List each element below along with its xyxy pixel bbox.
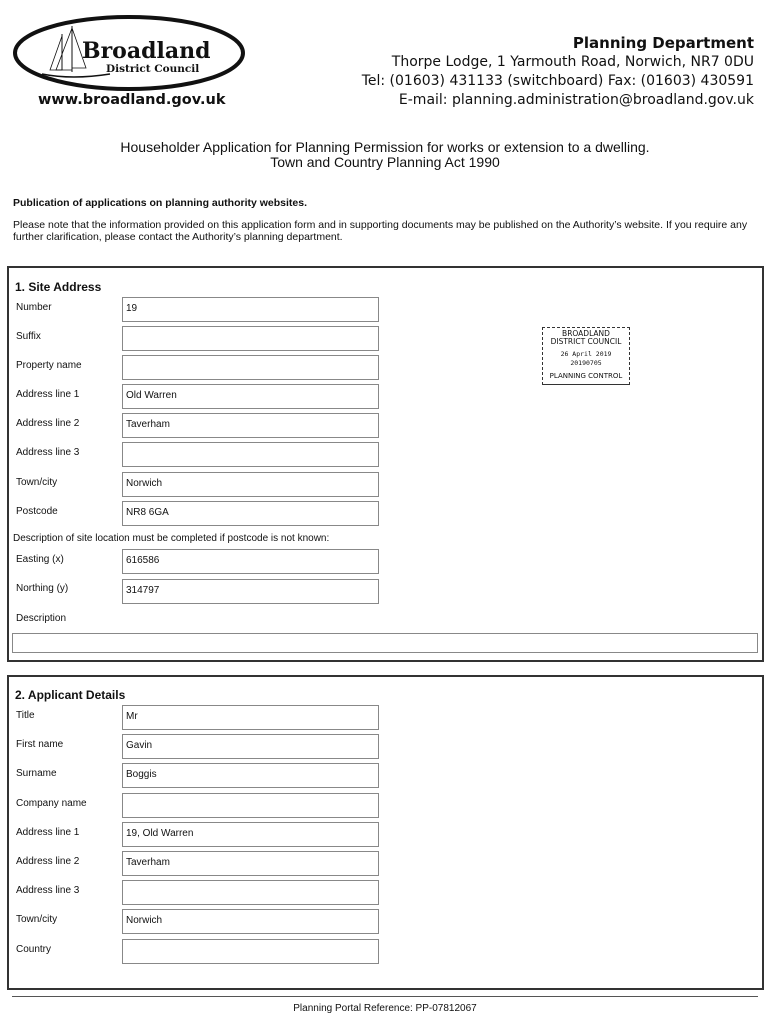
applicant-address-line3-field[interactable] [122, 880, 379, 905]
surname-label: Surname [16, 768, 57, 779]
location-note: Description of site location must be completed if postcode is not known: [13, 533, 330, 544]
postcode-label: Postcode [16, 506, 58, 517]
department-tel: Tel: (01603) 431133 (switchboard) Fax: (01603) 430591 [361, 73, 754, 89]
applicant-address-line2-label: Address line 2 [16, 856, 80, 867]
applicant-address-line3-label: Address line 3 [16, 885, 80, 896]
applicant-title: 2. Applicant Details [15, 688, 126, 702]
title-field[interactable]: Mr [122, 705, 379, 730]
applicant-town-label: Town/city [16, 914, 58, 925]
logo-name-2: District Council [106, 63, 200, 75]
site-address-line2-field[interactable]: Taverham [122, 413, 379, 438]
logo-name-1: Broadland [82, 38, 211, 64]
suffix-field[interactable] [122, 326, 379, 351]
site-address-section [7, 266, 764, 662]
company-name-field[interactable] [122, 793, 379, 818]
company-name-label: Company name [16, 798, 87, 809]
council-logo [12, 14, 246, 92]
stamp-ref: 20190705 [570, 359, 602, 367]
publication-heading: Publication of applications on planning authority websites. [13, 197, 308, 209]
surname-field[interactable]: Boggis [122, 763, 379, 788]
document-title-line2: Town and Country Planning Act 1990 [270, 154, 500, 170]
description-field[interactable] [12, 633, 758, 653]
applicant-town-field[interactable]: Norwich [122, 909, 379, 934]
postcode-field[interactable]: NR8 6GA [122, 501, 379, 526]
document-title-line1: Householder Application for Planning Permission for works or extension to a dwelling. [120, 139, 650, 155]
stamp-line2: DISTRICT COUNCIL [550, 337, 622, 346]
first-name-field[interactable]: Gavin [122, 734, 379, 759]
document-title [0, 140, 770, 170]
easting-field[interactable]: 616586 [122, 549, 379, 574]
number-label: Number [16, 302, 52, 313]
description-label: Description [16, 613, 67, 624]
site-town-field[interactable]: Norwich [122, 472, 379, 497]
site-address-line3-field[interactable] [122, 442, 379, 467]
northing-label: Northing (y) [16, 583, 69, 594]
site-town-label: Town/city [16, 477, 58, 488]
department-block [362, 34, 754, 110]
applicant-address-line2-field[interactable]: Taverham [122, 851, 379, 876]
stamp-line1: BROADLAND [562, 329, 610, 338]
country-label: Country [16, 944, 52, 955]
site-address-line2-label: Address line 2 [16, 418, 80, 429]
applicant-section [7, 675, 764, 990]
applicant-address-line1-field[interactable]: 19, Old Warren [122, 822, 379, 847]
department-email: E-mail: planning.administration@broadland.gov.uk [398, 92, 754, 108]
stamp-date: 26 April 2019 [560, 350, 612, 358]
title-label: Title [16, 710, 35, 721]
portal-reference: Planning Portal Reference: PP-07812067 [293, 1003, 477, 1014]
publication-text: Please note that the information provided on this application form and in supporting documents may be published on the Authority’s website. If you require any further clarification, please contact the Authority’s planning department. [13, 219, 748, 243]
website-url: www.broadland.gov.uk [38, 92, 226, 108]
country-field[interactable] [122, 939, 379, 964]
applicant-address-line1-label: Address line 1 [16, 827, 80, 838]
number-field[interactable]: 19 [122, 297, 379, 322]
department-address: Thorpe Lodge, 1 Yarmouth Road, Norwich, NR7 0DU [391, 54, 754, 70]
site-address-line1-field[interactable]: Old Warren [122, 384, 379, 409]
department-name: Planning Department [572, 34, 754, 52]
site-address-line1-label: Address line 1 [16, 389, 80, 400]
easting-label: Easting (x) [16, 554, 64, 565]
property-name-field[interactable] [122, 355, 379, 380]
stamp-dept: PLANNING CONTROL [549, 372, 623, 380]
footer-divider [12, 996, 758, 997]
first-name-label: First name [16, 739, 64, 750]
received-stamp [542, 327, 630, 385]
suffix-label: Suffix [16, 331, 41, 342]
northing-field[interactable]: 314797 [122, 579, 379, 604]
site-address-title: 1. Site Address [15, 280, 102, 294]
property-name-label: Property name [16, 360, 82, 371]
site-address-line3-label: Address line 3 [16, 447, 80, 458]
